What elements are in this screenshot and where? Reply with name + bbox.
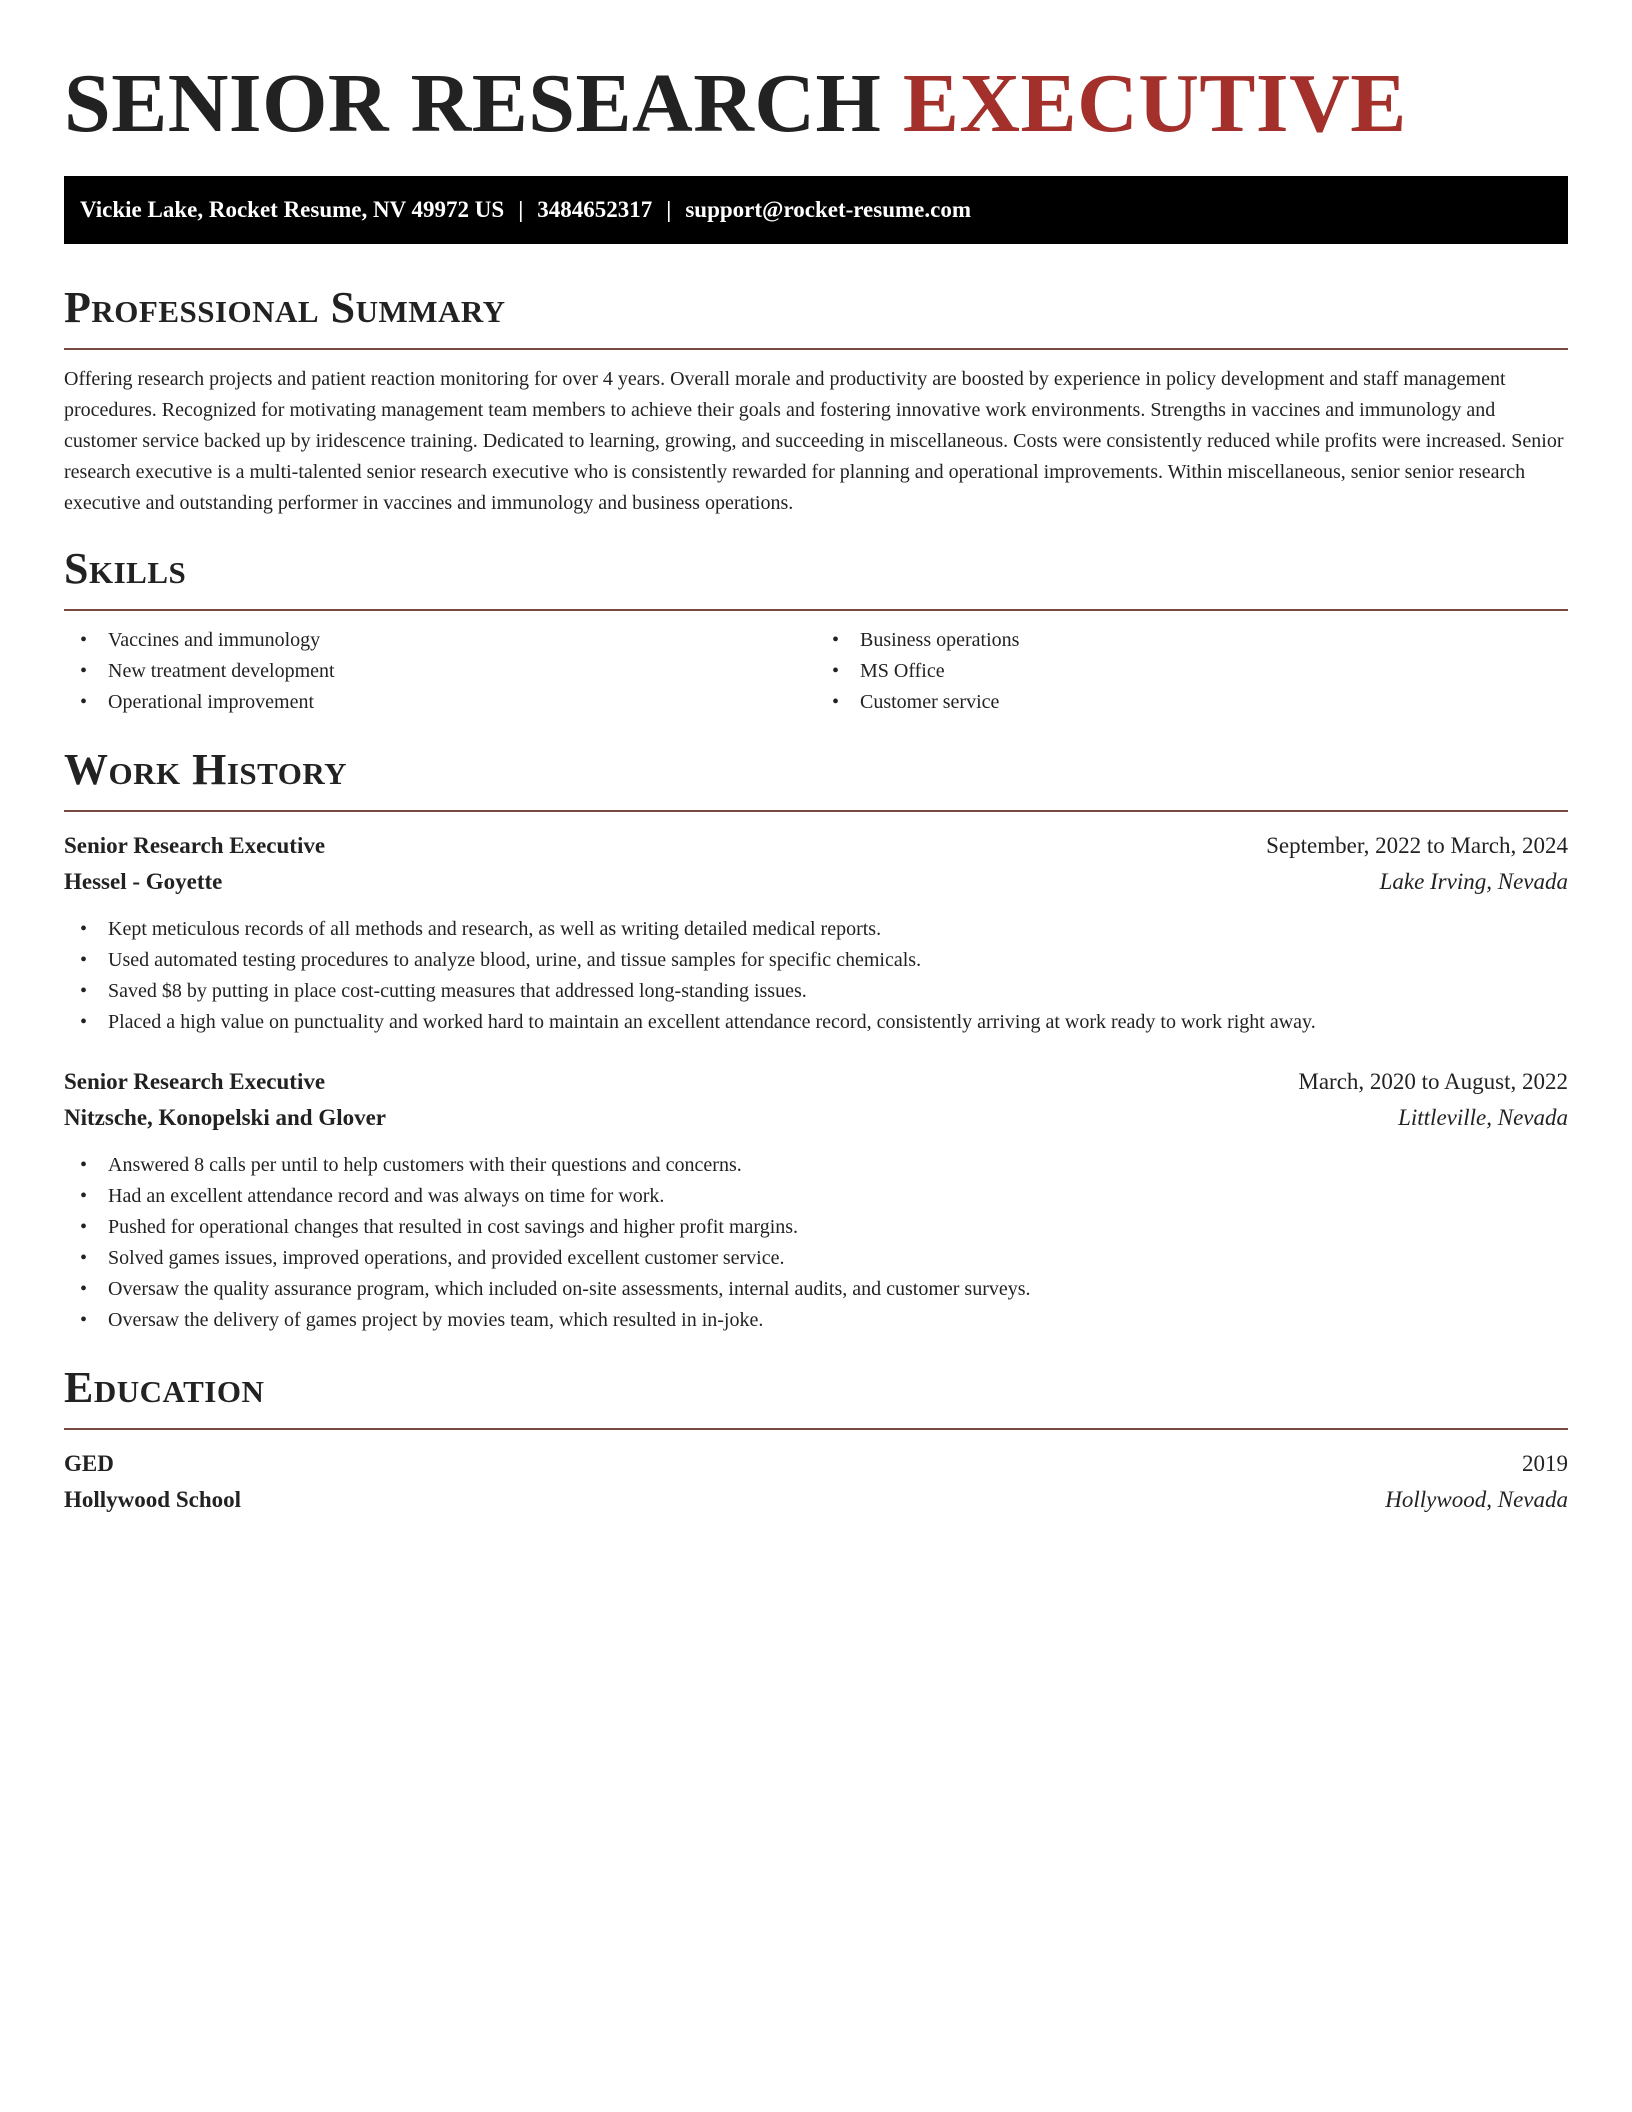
education-degree: GED bbox=[64, 1451, 114, 1476]
contact-separator: | bbox=[666, 197, 672, 222]
contact-phone: 3484652317 bbox=[537, 197, 653, 222]
skills-section bbox=[64, 541, 1568, 718]
title-main: SENIOR RESEARCH bbox=[64, 57, 882, 150]
job-title: Senior Research Executive bbox=[64, 833, 326, 858]
contact-address: Vickie Lake, Rocket Resume, NV 49972 US bbox=[80, 197, 505, 222]
job-title: Senior Research Executive bbox=[64, 1069, 326, 1094]
page-title bbox=[64, 0, 1568, 176]
list-item: • Pushed for operational changes that resulted in cost savings and higher profit margins. bbox=[64, 1212, 1568, 1243]
contact-bar bbox=[64, 176, 1568, 244]
skill-item: • New treatment development bbox=[64, 656, 816, 687]
summary-section bbox=[64, 280, 1568, 519]
list-item: • Answered 8 calls per until to help customers with their questions and concerns. bbox=[64, 1150, 1568, 1181]
skills-list bbox=[64, 625, 1568, 718]
summary-heading: Professional Summary bbox=[64, 283, 506, 332]
list-item: • Saved $8 by putting in place cost-cutting measures that addressed long-standing issues. bbox=[64, 976, 1568, 1007]
contact-email[interactable]: support@rocket-resume.com bbox=[685, 197, 971, 222]
section-divider bbox=[64, 810, 1568, 812]
work-section bbox=[64, 742, 1568, 1336]
job-entry bbox=[64, 828, 1568, 1038]
education-school: Hollywood School bbox=[64, 1487, 242, 1512]
skill-item: • Customer service bbox=[816, 687, 1568, 718]
title-accent: EXECUTIVE bbox=[902, 57, 1407, 150]
list-item: • Kept meticulous records of all methods and research, as well as writing detailed medical reports. bbox=[64, 914, 1568, 945]
summary-text: Offering research projects and patient reaction monitoring for over 4 years. Overall morale and productivity are boosted by experience in policy development and staff management procedures. Recognized for motivating management team members to achieve their goals and fostering innovative work environments. Strengths in vaccines and immunology and customer service backed up by iridescence training. Dedicated to learning, growing, and succeeding in miscellaneous. Costs were consistently reduced while profits were increased. Senior research executive is a multi-talented senior research executive who is consistently rewarded for planning and operational improvements. Within miscellaneous, senior senior research executive and outstanding performer in vaccines and immunology and business operations. bbox=[64, 368, 1564, 514]
skill-item: • MS Office bbox=[816, 656, 1568, 687]
section-divider bbox=[64, 609, 1568, 611]
work-heading: Work History bbox=[64, 745, 348, 794]
job-dates: March, 2020 to August, 2022 bbox=[1298, 1069, 1568, 1094]
education-heading: Education bbox=[64, 1363, 265, 1412]
job-subheader bbox=[64, 864, 1568, 900]
job-header bbox=[64, 1064, 1568, 1100]
education-location: Hollywood, Nevada bbox=[1385, 1487, 1568, 1512]
section-divider bbox=[64, 1428, 1568, 1430]
list-item: • Solved games issues, improved operations, and provided excellent customer service. bbox=[64, 1243, 1568, 1274]
contact-separator: | bbox=[518, 197, 524, 222]
skill-item: • Vaccines and immunology bbox=[64, 625, 816, 656]
list-item: • Used automated testing procedures to analyze blood, urine, and tissue samples for specific chemicals. bbox=[64, 945, 1568, 976]
job-header bbox=[64, 828, 1568, 864]
job-entry bbox=[64, 1064, 1568, 1336]
education-section bbox=[64, 1360, 1568, 1518]
job-location: Lake Irving, Nevada bbox=[1379, 869, 1568, 894]
education-header bbox=[64, 1446, 1568, 1482]
list-item: • Placed a high value on punctuality and worked hard to maintain an excellent attendance record, consistently arriving at work ready to work right away. bbox=[64, 1007, 1568, 1038]
skill-item: • Business operations bbox=[816, 625, 1568, 656]
skills-column-left bbox=[64, 625, 816, 718]
job-location: Littleville, Nevada bbox=[1398, 1105, 1568, 1130]
job-bullets bbox=[64, 914, 1568, 1038]
job-subheader bbox=[64, 1100, 1568, 1136]
skills-column-right bbox=[816, 625, 1568, 718]
job-bullets bbox=[64, 1150, 1568, 1336]
education-subheader bbox=[64, 1482, 1568, 1518]
list-item: • Had an excellent attendance record and was always on time for work. bbox=[64, 1181, 1568, 1212]
job-company: Nitzsche, Konopelski and Glover bbox=[64, 1105, 387, 1130]
job-dates: September, 2022 to March, 2024 bbox=[1266, 833, 1568, 858]
education-year: 2019 bbox=[1522, 1451, 1568, 1476]
job-company: Hessel - Goyette bbox=[64, 869, 223, 894]
education-entry bbox=[64, 1446, 1568, 1518]
list-item: • Oversaw the quality assurance program, which included on-site assessments, internal audits, and customer surveys. bbox=[64, 1274, 1568, 1305]
skills-heading: Skills bbox=[64, 544, 187, 593]
list-item: • Oversaw the delivery of games project by movies team, which resulted in in-joke. bbox=[64, 1305, 1568, 1336]
skill-item: • Operational improvement bbox=[64, 687, 816, 718]
section-divider bbox=[64, 348, 1568, 350]
